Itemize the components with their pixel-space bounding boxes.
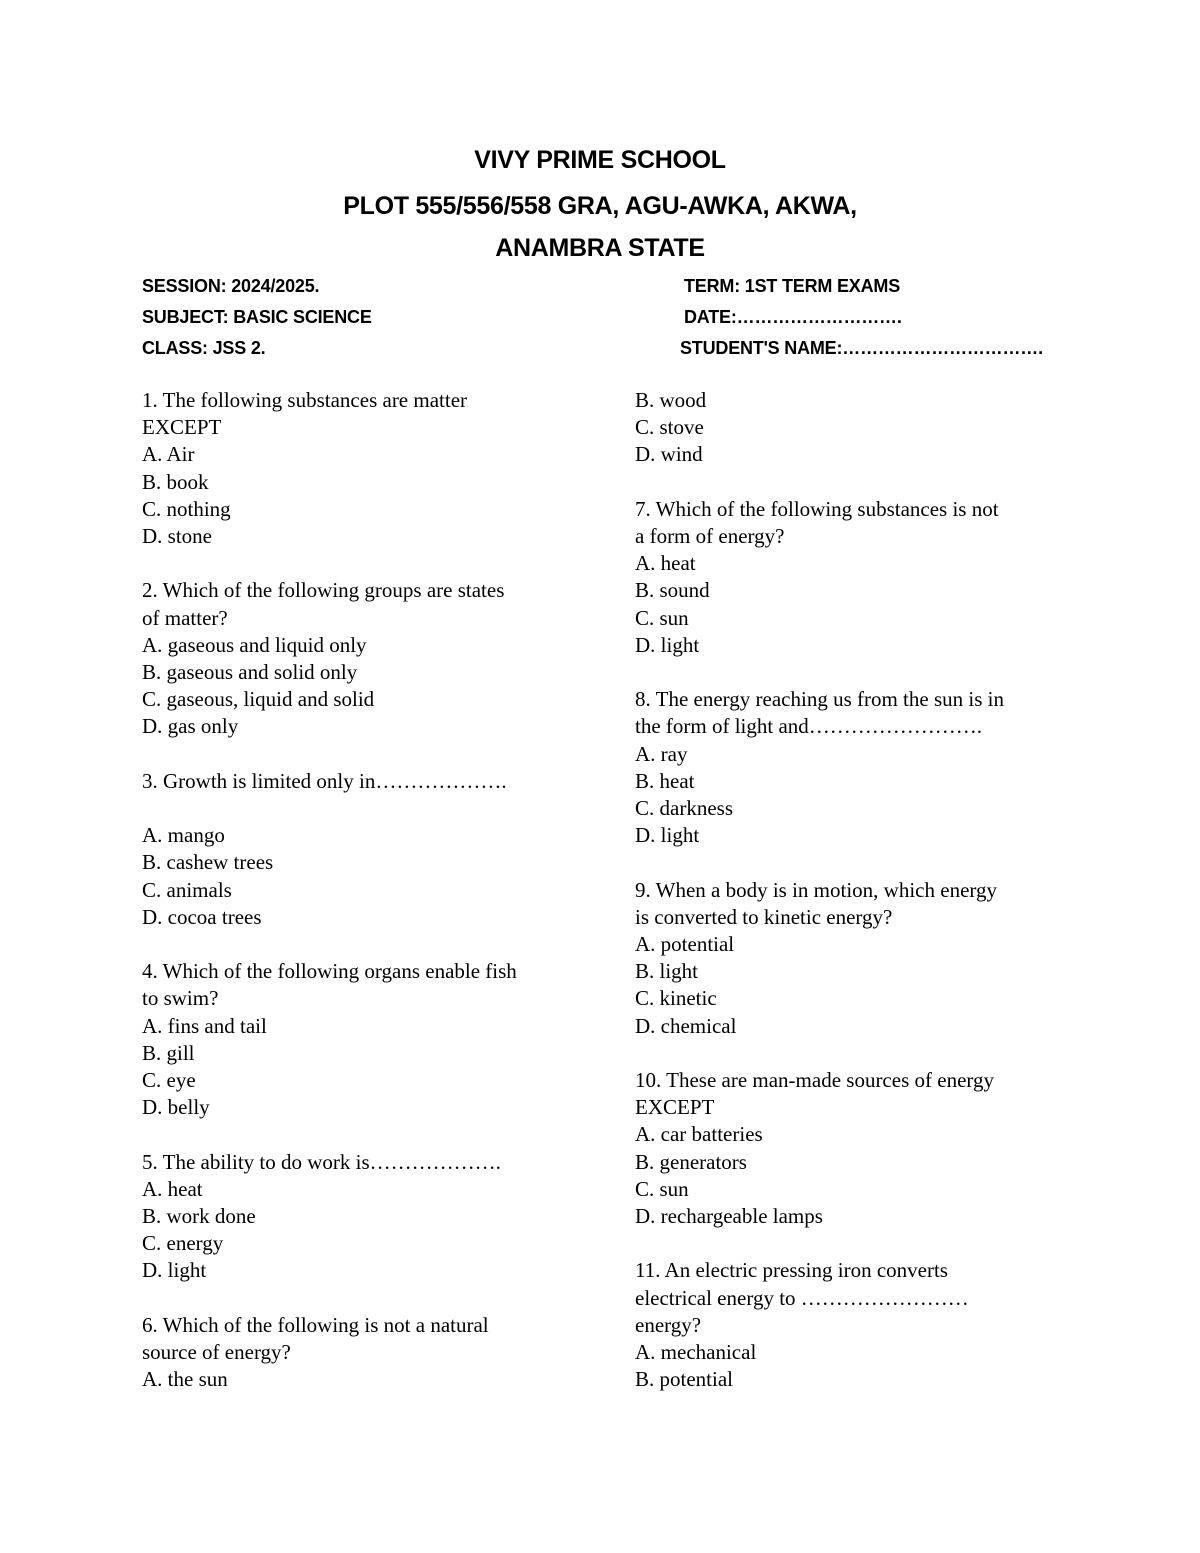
answer-option: D. rechargeable lamps	[635, 1204, 823, 1229]
question-text: 7. Which of the following substances is not	[635, 496, 999, 521]
question-text: EXCEPT	[635, 1095, 715, 1120]
answer-option: D. belly	[142, 1095, 210, 1120]
question-text: source of energy?	[142, 1340, 291, 1365]
question-block	[635, 877, 1085, 1040]
answer-option: A. heat	[142, 1176, 203, 1201]
answer-option: C. eye	[142, 1068, 196, 1093]
answer-option: D. chemical	[635, 1013, 737, 1038]
answer-option: A. ray	[635, 741, 688, 766]
question-block	[635, 496, 1085, 659]
answer-option: D. light	[142, 1258, 207, 1283]
question-text: 11. An electric pressing iron converts	[635, 1258, 948, 1283]
question-text: 4. Which of the following organs enable fish	[142, 959, 517, 984]
question-text: is converted to kinetic energy?	[635, 904, 893, 929]
answer-option: C. gaseous, liquid and solid	[142, 687, 375, 712]
answer-option: B. book	[142, 469, 209, 494]
answer-option: B. sound	[635, 578, 710, 603]
answer-option: B. work done	[142, 1204, 256, 1229]
question-text: of matter?	[142, 605, 228, 630]
question-text: 9. When a body is in motion, which energy	[635, 877, 998, 902]
question-block	[142, 1149, 592, 1285]
question-text: energy?	[635, 1312, 702, 1337]
answer-option: D. light	[635, 632, 700, 657]
answer-option: C. kinetic	[635, 986, 717, 1011]
school-name: VIVY PRIME SCHOOL	[474, 146, 726, 174]
session-label: SESSION: 2024/2025.	[142, 276, 320, 296]
question-text: the form of light and…………………….	[635, 714, 983, 739]
answer-option: D. cocoa trees	[142, 904, 262, 929]
question-block	[142, 958, 592, 1121]
answer-option: B. generators	[635, 1149, 747, 1174]
answer-option: B. heat	[635, 768, 695, 793]
answer-option: A. heat	[635, 551, 696, 576]
answer-option: A. gaseous and liquid only	[142, 632, 367, 657]
answer-option: B. light	[635, 959, 699, 984]
spacer	[142, 795, 592, 822]
question-text: to swim?	[142, 986, 219, 1011]
right-question-column	[635, 387, 1085, 1421]
answer-option: B. gill	[142, 1040, 195, 1065]
class-label: CLASS: JSS 2.	[142, 338, 266, 358]
answer-option: C. sun	[635, 605, 689, 630]
answer-option: D. stone	[142, 524, 212, 549]
date-field: DATE:……………………….	[684, 307, 902, 327]
question-block	[142, 1312, 592, 1394]
subject-label: SUBJECT: BASIC SCIENCE	[142, 307, 372, 327]
answer-option: C. darkness	[635, 796, 733, 821]
answer-option: D. gas only	[142, 714, 239, 739]
answer-option: A. mango	[142, 823, 225, 848]
answer-option: A. the sun	[142, 1367, 228, 1392]
question-block	[635, 686, 1085, 849]
answer-option: B. potential	[635, 1367, 733, 1392]
question-block	[635, 1067, 1085, 1230]
student-name-field: STUDENT'S NAME:…………………………….	[680, 338, 1043, 358]
question-block	[635, 1257, 1085, 1393]
answer-option: C. stove	[635, 415, 704, 440]
left-question-column	[142, 387, 592, 1421]
answer-option: D. light	[635, 823, 700, 848]
answer-option: A. fins and tail	[142, 1013, 267, 1038]
answer-option: A. Air	[142, 442, 195, 467]
answer-option: A. potential	[635, 932, 735, 957]
question-text: 1. The following substances are matter	[142, 388, 468, 412]
answer-option: D. wind	[635, 442, 703, 467]
answer-option: C. sun	[635, 1176, 689, 1201]
answer-option: C. energy	[142, 1231, 224, 1256]
question-text: EXCEPT	[142, 415, 222, 440]
question-block	[142, 768, 592, 931]
question-block	[142, 577, 592, 740]
question-text: 5. The ability to do work is……………….	[142, 1149, 501, 1174]
term-label: TERM: 1ST TERM EXAMS	[684, 276, 901, 296]
question-text: 3. Growth is limited only in……………….	[142, 768, 507, 793]
school-state: ANAMBRA STATE	[495, 234, 705, 262]
answer-option: B. gaseous and solid only	[142, 660, 358, 685]
question-text: a form of energy?	[635, 524, 785, 548]
question-text: 8. The energy reaching us from the sun is in	[635, 687, 1004, 712]
question-block	[635, 387, 1085, 469]
question-text: electrical energy to ……………………	[635, 1285, 969, 1310]
answer-option: B. cashew trees	[142, 850, 274, 875]
answer-option: C. nothing	[142, 496, 231, 521]
question-text: 6. Which of the following is not a natural	[142, 1312, 489, 1337]
answer-option: A. car batteries	[635, 1122, 763, 1147]
question-text: 2. Which of the following groups are states	[142, 578, 505, 603]
school-address: PLOT 555/556/558 GRA, AGU-AWKA, AKWA,	[343, 192, 857, 220]
answer-option: A. mechanical	[635, 1340, 757, 1365]
question-block	[142, 387, 592, 550]
answer-option: B. wood	[635, 388, 707, 412]
answer-option: C. animals	[142, 877, 232, 902]
question-text: 10. These are man-made sources of energy	[635, 1068, 994, 1093]
